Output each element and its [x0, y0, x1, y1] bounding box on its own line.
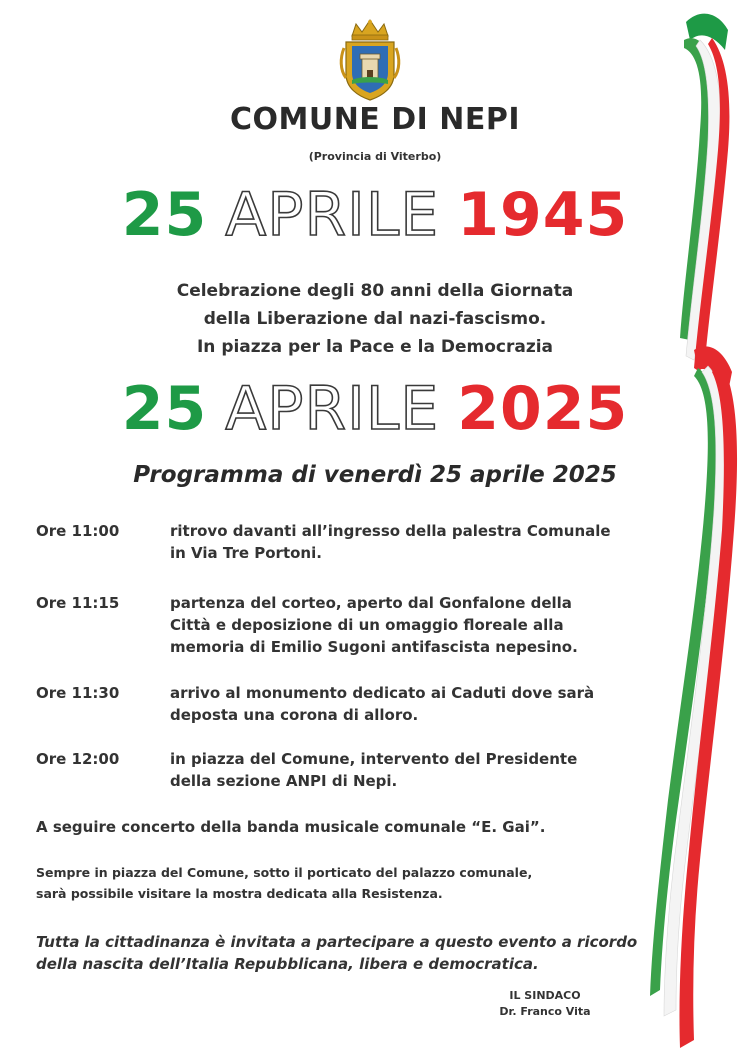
date-1945-day: 25: [121, 180, 208, 250]
schedule-line: partenza del corteo, aperto dal Gonfalone della: [170, 594, 572, 612]
signature-role: IL SINDACO: [509, 989, 581, 1002]
signature-name: Dr. Franco Vita: [499, 1005, 591, 1018]
celebration-line: In piazza per la Pace e la Democrazia: [196, 337, 554, 357]
invitation-text: [36, 931, 637, 975]
signature-block: [480, 988, 610, 1020]
province-subtitle: (Provincia di Viterbo): [308, 150, 442, 163]
celebration-line: Celebrazione degli 80 anni della Giornata: [176, 281, 574, 301]
celebration-line: della Liberazione dal nazi-fascismo.: [203, 309, 547, 329]
celebration-text: [0, 277, 739, 361]
schedule-description: [170, 682, 680, 726]
page-title: COMUNE DI NEPI: [229, 102, 521, 137]
date-2025-day: 25: [121, 374, 208, 444]
schedule-description: [170, 748, 680, 792]
schedule-line: memoria di Emilio Sugoni antifascista nepesino.: [170, 638, 578, 656]
exhibition-line: sarà possibile visitare la mostra dedicata alla Resistenza.: [36, 886, 443, 901]
schedule-line: deposta una corona di alloro.: [170, 706, 419, 724]
schedule-line: arrivo al monumento dedicato ai Caduti dove sarà: [170, 684, 595, 702]
schedule-description: [170, 592, 680, 658]
schedule-description: [170, 520, 680, 564]
schedule-line: in Via Tre Portoni.: [170, 544, 322, 562]
schedule-line: in piazza del Comune, intervento del Presidente: [170, 750, 578, 768]
programma-title: Programma di venerdì 25 aprile 2025: [133, 462, 617, 488]
date-1945-month: APRILE: [225, 180, 440, 250]
schedule-time: Ore 11:30: [36, 684, 120, 702]
invitation-line: Tutta la cittadinanza è invitata a partecipare a questo evento a ricordo: [36, 933, 638, 951]
exhibition-text: [36, 862, 532, 904]
date-2025: [0, 374, 739, 444]
date-1945-year: 1945: [457, 180, 629, 250]
schedule-time: Ore 11:00: [36, 522, 120, 540]
invitation-line: della nascita dell’Italia Repubblicana, libera e democratica.: [36, 955, 539, 973]
municipal-coat-of-arms-icon: [338, 18, 402, 102]
exhibition-line: Sempre in piazza del Comune, sotto il porticato del palazzo comunale,: [36, 865, 533, 880]
schedule-line: ritrovo davanti all’ingresso della palestra Comunale: [170, 522, 611, 540]
schedule-time: Ore 11:15: [36, 594, 120, 612]
date-1945: [0, 180, 739, 250]
date-2025-month: APRILE: [225, 374, 440, 444]
date-2025-year: 2025: [457, 374, 629, 444]
concert-text: A seguire concerto della banda musicale comunale “E. Gai”.: [36, 818, 546, 836]
schedule-line: Città e deposizione di un omaggio floreale alla: [170, 616, 564, 634]
schedule-time: Ore 12:00: [36, 750, 120, 768]
schedule-line: della sezione ANPI di Nepi.: [170, 772, 398, 790]
